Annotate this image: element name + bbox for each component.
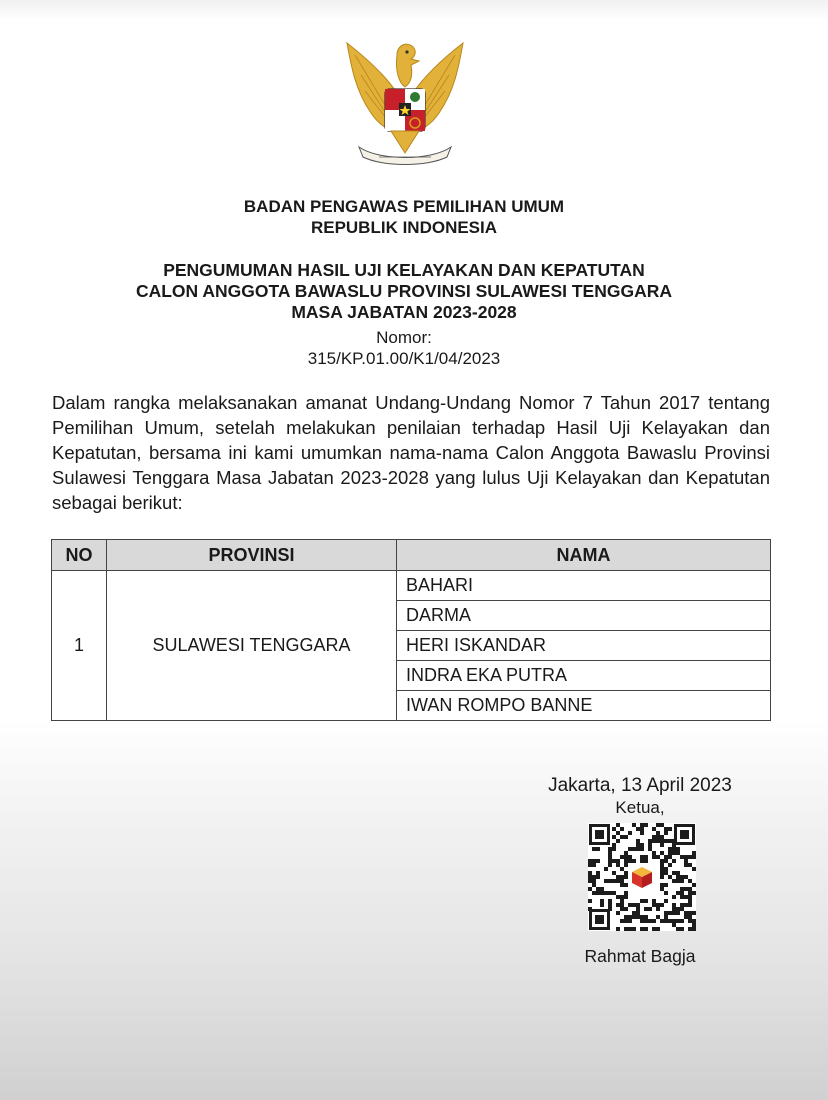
qr-module [616, 823, 620, 827]
qr-code-icon [588, 823, 696, 931]
qr-module [640, 823, 644, 827]
qr-module [620, 919, 624, 923]
qr-module [660, 875, 664, 879]
qr-module [692, 851, 696, 855]
qr-module [588, 875, 592, 879]
qr-module [620, 879, 624, 883]
qr-module [680, 879, 684, 883]
province-cell: SULAWESI TENGGARA [107, 571, 397, 721]
qr-module [616, 863, 620, 867]
qr-module [596, 871, 600, 875]
qr-module [596, 859, 600, 863]
qr-module [588, 879, 592, 883]
qr-module [672, 895, 676, 899]
qr-module [676, 875, 680, 879]
intro-paragraph: Dalam rangka melaksanakan amanat Undang-Undang Nomor 7 Tahun 2017 tentang Pemilihan Umum, setelah melakukan penilaian terhadap Hasil Uji Kelayakan dan Kepatutan, bersama ini kami umumkan nama-nama Calon Anggota Bawaslu Provinsi Sulawesi Tenggara Masa Jabatan 2023-2028 yang lulus Uji Kelayakan dan Kepatutan sebagai berikut: [52, 392, 770, 513]
column-header-provinsi: PROVINSI [107, 540, 397, 571]
qr-module [664, 899, 668, 903]
qr-module [616, 831, 620, 835]
qr-module [644, 915, 648, 919]
qr-module [624, 835, 628, 839]
qr-module [672, 923, 676, 927]
qr-module [640, 843, 644, 847]
signature-place-date: Jakarta, 13 April 2023 [548, 775, 732, 796]
qr-module [612, 827, 616, 831]
qr-module [680, 927, 684, 931]
qr-module [616, 839, 620, 843]
qr-module [648, 839, 652, 843]
qr-module [692, 855, 696, 859]
qr-module [664, 827, 668, 831]
qr-module [656, 835, 660, 839]
qr-module [656, 927, 660, 931]
qr-module [680, 887, 684, 891]
qr-module [660, 843, 664, 847]
qr-module [664, 839, 668, 843]
qr-module [676, 907, 680, 911]
qr-module [656, 915, 660, 919]
qr-module [628, 831, 632, 835]
qr-module [632, 859, 636, 863]
qr-module [616, 859, 620, 863]
qr-module [688, 919, 692, 923]
candidate-name: BAHARI [397, 571, 771, 601]
qr-module [588, 859, 592, 863]
candidate-name: HERI ISKANDAR [397, 631, 771, 661]
qr-module [660, 839, 664, 843]
qr-module [636, 915, 640, 919]
qr-module [680, 895, 684, 899]
qr-module [592, 859, 596, 863]
qr-module [632, 823, 636, 827]
qr-module [624, 927, 628, 931]
qr-module [608, 851, 612, 855]
qr-module [688, 911, 692, 915]
qr-module [588, 887, 592, 891]
qr-module [596, 875, 600, 879]
qr-module [660, 903, 664, 907]
qr-module [652, 827, 656, 831]
qr-module [656, 823, 660, 827]
qr-module [664, 867, 668, 871]
qr-module [684, 875, 688, 879]
qr-module [668, 839, 672, 843]
qr-module [692, 927, 696, 931]
qr-module [640, 859, 644, 863]
qr-module [636, 847, 640, 851]
qr-module [656, 831, 660, 835]
qr-module [660, 863, 664, 867]
qr-module [632, 911, 636, 915]
qr-module [620, 867, 624, 871]
qr-module [620, 903, 624, 907]
qr-module [656, 839, 660, 843]
qr-module [612, 871, 616, 875]
qr-module [644, 907, 648, 911]
qr-module [612, 859, 616, 863]
column-header-no: NO [52, 540, 107, 571]
signatory-name: Rahmat Bagja [584, 946, 696, 966]
qr-module [632, 903, 636, 907]
qr-module [688, 927, 692, 931]
qr-module [644, 859, 648, 863]
qr-module [596, 887, 600, 891]
qr-module [660, 883, 664, 887]
qr-module [688, 903, 692, 907]
qr-module [628, 919, 632, 923]
qr-module [588, 863, 592, 867]
qr-module [652, 855, 656, 859]
qr-module [684, 855, 688, 859]
qr-module [624, 855, 628, 859]
qr-module [688, 891, 692, 895]
qr-module [684, 895, 688, 899]
qr-module [640, 827, 644, 831]
qr-module [664, 915, 668, 919]
qr-module [616, 911, 620, 915]
qr-module [660, 823, 664, 827]
qr-module [664, 911, 668, 915]
qr-module [648, 907, 652, 911]
qr-module [644, 823, 648, 827]
garuda-emblem-icon [335, 35, 475, 170]
qr-module [664, 919, 668, 923]
table-header-row [52, 540, 771, 571]
qr-module [668, 863, 672, 867]
qr-module [676, 911, 680, 915]
qr-module [676, 891, 680, 895]
qr-module [684, 903, 688, 907]
qr-module [600, 899, 604, 903]
qr-module [612, 891, 616, 895]
qr-module [624, 891, 628, 895]
qr-module [620, 827, 624, 831]
qr-module [624, 851, 628, 855]
qr-module [664, 891, 668, 895]
qr-module [672, 859, 676, 863]
candidate-name: IWAN ROMPO BANNE [397, 691, 771, 721]
qr-module [688, 879, 692, 883]
qr-module [676, 871, 680, 875]
qr-module [592, 875, 596, 879]
column-header-nama: NAMA [397, 540, 771, 571]
qr-module [592, 883, 596, 887]
qr-module [592, 863, 596, 867]
qr-module [660, 919, 664, 923]
qr-module [684, 863, 688, 867]
qr-module [624, 907, 628, 911]
qr-module [652, 839, 656, 843]
qr-module [692, 891, 696, 895]
qr-module [620, 875, 624, 879]
qr-module [652, 927, 656, 931]
qr-module [664, 883, 668, 887]
qr-module [608, 903, 612, 907]
qr-module [648, 847, 652, 851]
qr-module [676, 919, 680, 923]
qr-module [624, 863, 628, 867]
qr-module [660, 867, 664, 871]
qr-module [672, 871, 676, 875]
qr-module [628, 847, 632, 851]
candidate-name: DARMA [397, 601, 771, 631]
qr-module [664, 855, 668, 859]
qr-module [644, 855, 648, 859]
qr-module [656, 907, 660, 911]
qr-module [652, 899, 656, 903]
qr-module [600, 887, 604, 891]
qr-module [604, 879, 608, 883]
qr-module [692, 883, 696, 887]
qr-module [608, 879, 612, 883]
qr-module [672, 907, 676, 911]
qr-module [632, 847, 636, 851]
qr-module [672, 919, 676, 923]
qr-module [608, 899, 612, 903]
qr-module [624, 859, 628, 863]
qr-module [624, 871, 628, 875]
qr-module [628, 859, 632, 863]
qr-module [620, 835, 624, 839]
qr-module [692, 911, 696, 915]
qr-module [592, 847, 596, 851]
qr-module [636, 827, 640, 831]
qr-module [588, 871, 592, 875]
qr-module [616, 879, 620, 883]
qr-module [632, 927, 636, 931]
qr-module [604, 891, 608, 895]
document-number: Nomor: 315/KP.01.00/K1/04/2023 [307, 328, 501, 368]
qr-module [608, 863, 612, 867]
qr-module [676, 927, 680, 931]
qr-module [692, 923, 696, 927]
qr-module [652, 835, 656, 839]
qr-module [664, 859, 668, 863]
qr-module [624, 919, 628, 923]
qr-module [684, 911, 688, 915]
qr-module [680, 891, 684, 895]
qr-module [640, 899, 644, 903]
qr-module [688, 863, 692, 867]
qr-module [648, 919, 652, 923]
qr-module [620, 883, 624, 887]
qr-module [624, 883, 628, 887]
qr-module [680, 875, 684, 879]
qr-module [684, 859, 688, 863]
qr-module [612, 843, 616, 847]
qr-module [608, 855, 612, 859]
qr-module [636, 911, 640, 915]
qr-module [592, 879, 596, 883]
qr-module [624, 895, 628, 899]
institution-name: BADAN PENGAWAS PEMILIHAN UMUM REPUBLIK INDONESIA [243, 197, 565, 237]
qr-module [668, 851, 672, 855]
qr-module [624, 915, 628, 919]
qr-module [660, 871, 664, 875]
qr-module [692, 919, 696, 923]
results-table [51, 539, 771, 721]
qr-module [620, 899, 624, 903]
qr-module [676, 847, 680, 851]
qr-module [636, 903, 640, 907]
qr-module [644, 899, 648, 903]
qr-module [668, 855, 672, 859]
announcement-title: PENGUMUMAN HASIL UJI KELAYAKAN DAN KEPATUTAN CALON ANGGOTA BAWASLU PROVINSI SULAWESI TENGGARA MASA JABATAN 2023-2028 [135, 260, 673, 322]
qr-module [644, 927, 648, 931]
qr-module [656, 855, 660, 859]
qr-module [688, 855, 692, 859]
qr-module [652, 903, 656, 907]
qr-module [636, 839, 640, 843]
qr-module [660, 835, 664, 839]
qr-module [688, 915, 692, 919]
top-shadow [0, 0, 828, 20]
qr-module [692, 867, 696, 871]
qr-module [640, 831, 644, 835]
qr-module [684, 887, 688, 891]
qr-module [608, 891, 612, 895]
qr-module [612, 835, 616, 839]
qr-module [668, 847, 672, 851]
qr-module [688, 895, 692, 899]
signature-role: Ketua, [615, 798, 665, 817]
qr-module [608, 859, 612, 863]
qr-module [628, 855, 632, 859]
qr-module [596, 891, 600, 895]
qr-module [668, 911, 672, 915]
qr-module [604, 867, 608, 871]
qr-module [608, 847, 612, 851]
qr-module [652, 851, 656, 855]
qr-module [640, 919, 644, 923]
qr-module [680, 903, 684, 907]
qr-module [660, 851, 664, 855]
qr-module [616, 875, 620, 879]
qr-module [668, 875, 672, 879]
qr-module [612, 847, 616, 851]
qr-module [668, 827, 672, 831]
qr-module [672, 911, 676, 915]
qr-module [600, 903, 604, 907]
qr-module [684, 915, 688, 919]
qr-module [672, 847, 676, 851]
qr-module [640, 855, 644, 859]
qr-module [640, 847, 644, 851]
qr-module [652, 919, 656, 923]
qr-module [660, 859, 664, 863]
qr-module [676, 851, 680, 855]
table-row [52, 571, 771, 601]
qr-module [676, 879, 680, 883]
qr-module [644, 919, 648, 923]
qr-module [588, 899, 592, 903]
qr-module [616, 903, 620, 907]
qr-module [636, 907, 640, 911]
row-number: 1 [52, 571, 107, 721]
qr-module [628, 903, 632, 907]
qr-module [672, 903, 676, 907]
qr-module [640, 915, 644, 919]
qr-module [620, 855, 624, 859]
qr-module [628, 915, 632, 919]
qr-module [628, 927, 632, 931]
qr-module [688, 899, 692, 903]
qr-module [680, 855, 684, 859]
qr-module [660, 887, 664, 891]
qr-module [688, 887, 692, 891]
qr-module [640, 927, 644, 931]
qr-module [668, 919, 672, 923]
qr-module [620, 907, 624, 911]
qr-module [664, 831, 668, 835]
qr-module [616, 895, 620, 899]
qr-module [596, 847, 600, 851]
qr-module [648, 843, 652, 847]
qr-module [620, 895, 624, 899]
qr-module [624, 875, 628, 879]
qr-module [600, 891, 604, 895]
qr-module [664, 871, 668, 875]
qr-module [656, 903, 660, 907]
qr-module [680, 907, 684, 911]
qr-module [672, 851, 676, 855]
qr-module [592, 891, 596, 895]
qr-module [616, 927, 620, 931]
candidate-name: INDRA EKA PUTRA [397, 661, 771, 691]
qr-module [632, 915, 636, 919]
qr-module [680, 919, 684, 923]
qr-module [612, 879, 616, 883]
qr-module [672, 879, 676, 883]
qr-module [636, 843, 640, 847]
